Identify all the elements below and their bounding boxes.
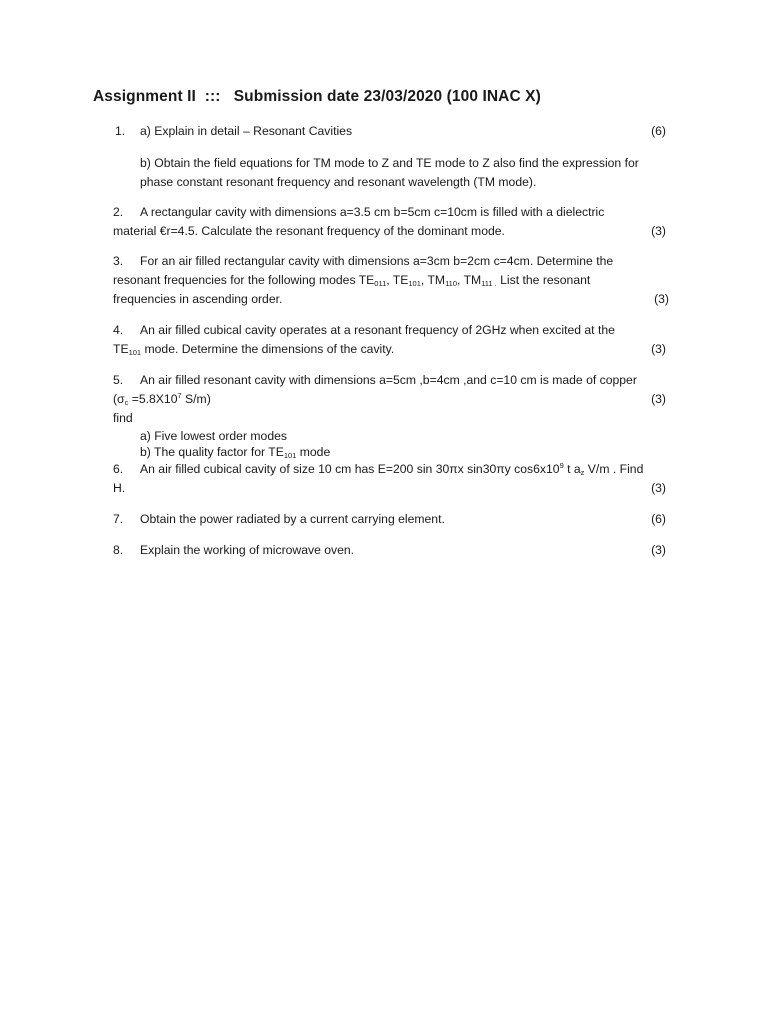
marks: (3)	[651, 342, 666, 356]
question-2	[113, 203, 668, 241]
question-6-line1: An air filled cubical cavity of size 10 cm has E=200 sin 30πx sin30πy $\cos 6x10^9$ t $a_z$ V/m . Find	[140, 461, 644, 477]
question-1b-line1: b) Obtain the field equations for TM mode to Z and TE mode to Z also find the expression for	[140, 156, 639, 170]
marks: (6)	[651, 124, 666, 138]
question-4-line2: $TE_{101}$ mode. Determine the dimensions of the cavity.	[113, 342, 395, 357]
question-5	[113, 371, 668, 460]
question-7	[113, 510, 668, 529]
question-1	[115, 122, 668, 141]
question-5-line1: An air filled resonant cavity with dimensions a=5cm ,b=4cm ,and c=10 cm is made of copper	[140, 373, 637, 387]
question-8-text: Explain the working of microwave oven.	[140, 543, 355, 557]
question-4-line1: An air filled cubical cavity operates at a resonant frequency of 2GHz when excited at the	[140, 323, 615, 337]
question-4	[113, 321, 668, 359]
question-1a-text: a) Explain in detail – Resonant Cavities	[140, 124, 353, 138]
question-5-line3: find	[113, 411, 133, 425]
page-title: Assignment II ::: Submission date 23/03/2020 (100 INAC X)	[93, 88, 541, 105]
question-number: 1.	[115, 124, 126, 138]
question-number: 7.	[113, 512, 124, 526]
question-1b-line2: phase constant resonant frequency and resonant wavelength (TM mode).	[140, 175, 537, 189]
question-3-line1: For an air filled rectangular cavity with dimensions a=3cm b=2cm c=4cm. Determine the	[140, 254, 614, 268]
question-number: 5.	[113, 373, 124, 387]
question-2-line1: A rectangular cavity with dimensions a=3.5 cm b=5cm c=10cm is filled with a dielectric	[140, 205, 605, 219]
marks: (6)	[651, 512, 666, 526]
question-8	[113, 541, 668, 560]
question-3	[113, 252, 668, 309]
question-5b-text: b) The quality factor for $TE_{101}$ mode	[140, 445, 331, 460]
question-number: 4.	[113, 323, 124, 337]
question-3-line3: frequencies in ascending order.	[113, 292, 283, 306]
question-number: 2.	[113, 205, 124, 219]
question-number: 6.	[113, 462, 124, 476]
question-1b	[140, 154, 680, 192]
marks: (3)	[651, 224, 666, 238]
question-2-line2: material €r=4.5. Calculate the resonant frequency of the dominant mode.	[113, 224, 505, 238]
question-5-line2: ($\sigma_c =5.8X10^7$ S/m)	[113, 391, 211, 407]
marks: (3)	[651, 481, 666, 495]
question-number: 3.	[113, 254, 124, 268]
question-6	[113, 460, 668, 498]
question-6-line2: H.	[113, 481, 126, 495]
question-5a-text: a) Five lowest order modes	[140, 429, 287, 443]
question-7-text: Obtain the power radiated by a current carrying element.	[140, 512, 445, 526]
marks: (3)	[651, 392, 666, 406]
question-number: 8.	[113, 543, 124, 557]
marks: (3)	[654, 292, 669, 306]
marks: (3)	[651, 543, 666, 557]
question-3-line2: resonant frequencies for the following modes $TE_{011}$, $TE_{101}$, $TM_{110}$, $TM_{111 .}$ List the resonant	[113, 273, 591, 288]
